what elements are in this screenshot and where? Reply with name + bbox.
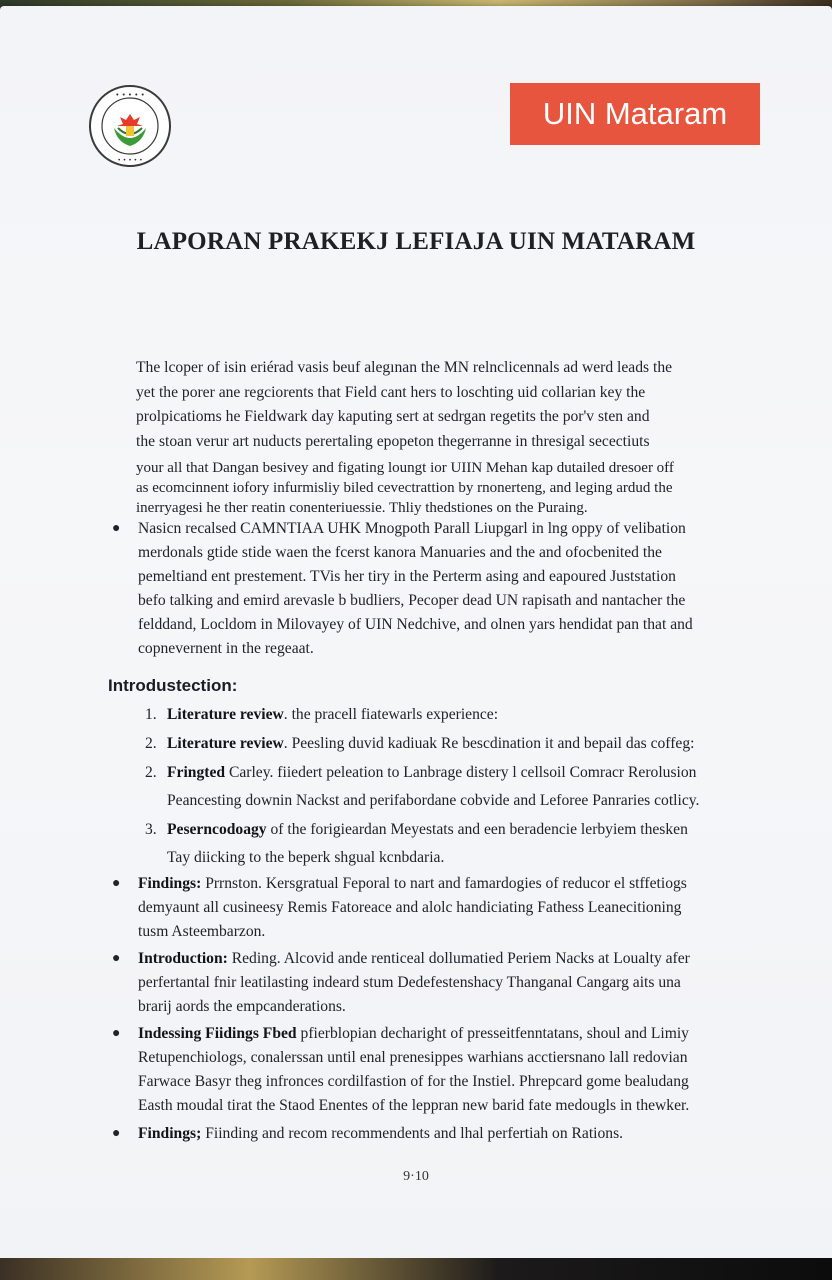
item-lead: Literature review (167, 706, 284, 723)
item-number: 3. (145, 821, 157, 838)
item-lead: Fringted (167, 764, 226, 781)
bullet-icon: ● (112, 521, 121, 536)
intro-paragraph-dense (136, 458, 756, 518)
item-text: Carley. fiiedert peleation to Lanbrage distery l cellsoil Comracr Rerolusion (225, 764, 697, 781)
list-item (108, 947, 758, 1019)
text-line-rest: pfierblopian decharight of presseitfenntatans, shoul and Limiy (300, 1025, 689, 1042)
text-line-rest: Fiinding and recom recommendents and lhal perfertiah on Rations. (205, 1125, 624, 1142)
text-line: copnevernent in the regeaat. (138, 640, 314, 657)
bullet-lead: Findings: (138, 875, 202, 892)
item-number: 2. (145, 764, 157, 781)
svg-text:• • • • •: • • • • • (115, 91, 145, 99)
text-line: your all that Dangan besivey and figating loungt ior UIIN Mehan kap dutailed dresoer off (136, 460, 674, 476)
item-number: 1. (145, 706, 157, 723)
document-page (0, 6, 832, 1268)
item-text: of the forigieardan Meyestats and een beradencie lerbyiem thesken (266, 821, 688, 838)
item-lead: Literature review (167, 735, 284, 752)
text-line: Farwace Basyr theg infronces cordilfastion of for the Instiel. Phrepcard gome bealudang (138, 1073, 689, 1090)
bullet-icon: ● (112, 876, 121, 891)
text-line (138, 947, 758, 971)
text-line: befo talking and emird arevasle b budliers, Pecoper dead UN rapisath and nantacher the (138, 592, 686, 609)
text-line: merdonals gtide stide waen the fcerst kanora Manuaries and the and ofocbenited the (138, 544, 662, 561)
svg-text:• • • • •: • • • • • (117, 157, 143, 164)
bullet-lead: Introduction: (138, 950, 228, 967)
list-item (108, 1122, 758, 1146)
bullet-lead: Findings; (138, 1125, 202, 1142)
university-seal-icon (88, 84, 172, 168)
item-continuation: Peancesting downin Nackst and perifabordane cobvide and Leforee Panraries cotlicy. (167, 792, 700, 809)
item-lead: Peserncodoagy (167, 821, 267, 838)
text-line (138, 1022, 758, 1046)
list-item (108, 1022, 758, 1118)
numbered-item (145, 701, 765, 729)
brand-label: UIN Mataram (510, 83, 760, 145)
item-text: . Peesling duvid kadiuak Re bescdination it and bepail das coffeg: (283, 735, 695, 752)
item-number: 2. (145, 735, 157, 752)
text-line: yet the porer ane regciorents that Field cant hers to loschting uid collarian key the (136, 383, 646, 401)
text-line: Nasicn recalsed CAMNTIAA UHK Mnogpoth Parall Liupgarl in lng oppy of velibation (138, 520, 686, 537)
background-bottom (0, 1258, 832, 1280)
text-line-rest: Prrnston. Kersgratual Feporal to nart and famardogies of reducor el stffetiogs (205, 875, 687, 892)
text-line-rest: Reding. Alcovid ande renticeal dollumatied Periem Nacks at Loualty afer (231, 950, 690, 967)
bullet-lead: Indessing Fiidings Fbed (138, 1025, 297, 1042)
numbered-item (145, 759, 765, 815)
list-item (108, 872, 758, 944)
text-line (138, 872, 758, 896)
text-line: brarij aords the empcanderations. (138, 998, 346, 1015)
text-line: prolpicatioms he Fieldwark day kaputing sert at sedrgan regetits the por'v sten and (136, 408, 650, 425)
text-line (138, 1122, 758, 1146)
bullet-icon: ● (112, 1026, 121, 1041)
numbered-item (145, 730, 765, 758)
item-continuation: Tay diicking to the beperk shgual kcnbdaria. (167, 849, 445, 866)
document-title: LAPORAN PRAKEKJ LEFIAJA UIN MATARAM (136, 228, 696, 255)
text-line: The lcoper of isin eriérad vasis beuf alegınan the MN relnclicennals ad werd leads the (136, 359, 673, 376)
text-line: felddand, Locldom in Milovayey of UIN Nedchive, and olnen yars hendidat pan that and (138, 616, 693, 633)
text-line: tusm Asteembarzon. (138, 923, 266, 940)
numbered-item (145, 816, 765, 872)
bullet-icon: ● (112, 1126, 121, 1141)
text-line: inerryagesi he ther reatin conenteriuessie. Thliy thedstiones on the Puraing. (136, 500, 588, 516)
text-line: demyaunt all cusineesy Remis Fatoreace and alolc handiciating Fathess Leanecitioning (138, 899, 682, 916)
text-line: pemeltiand ent prestement. TVis her tiry in the Perterm asing and eapoured Juststation (138, 568, 676, 585)
text-line: perfertantal fnir leatilasting indeard stum Dedefestenshacy Thanganal Cangarg aits una (138, 974, 681, 991)
text-line: the stoan verur art nuducts perertaling epopeton thegerranne in thresigal secectiuts (136, 432, 650, 450)
item-text: . the pracell fiatewarls experience: (283, 706, 499, 723)
intro-paragraph (136, 356, 756, 454)
text-line: as ecomcinnent iofory infurmisliy biled cevectrattion by rnonerteng, and leging ardud the (136, 480, 673, 496)
bullet-icon: ● (112, 951, 121, 966)
list-item (108, 517, 758, 661)
page-number: 9·10 (403, 1169, 429, 1184)
text-line: Retupenchiologs, conalerssan until enal prenesippes warhians acctiersnano lall redovian (138, 1049, 688, 1066)
text-line: Easth moudal tirat the Staod Enentes of the leppran new barid fate medougls in thewker. (138, 1097, 690, 1114)
section-heading: Introdustection: (108, 676, 238, 695)
